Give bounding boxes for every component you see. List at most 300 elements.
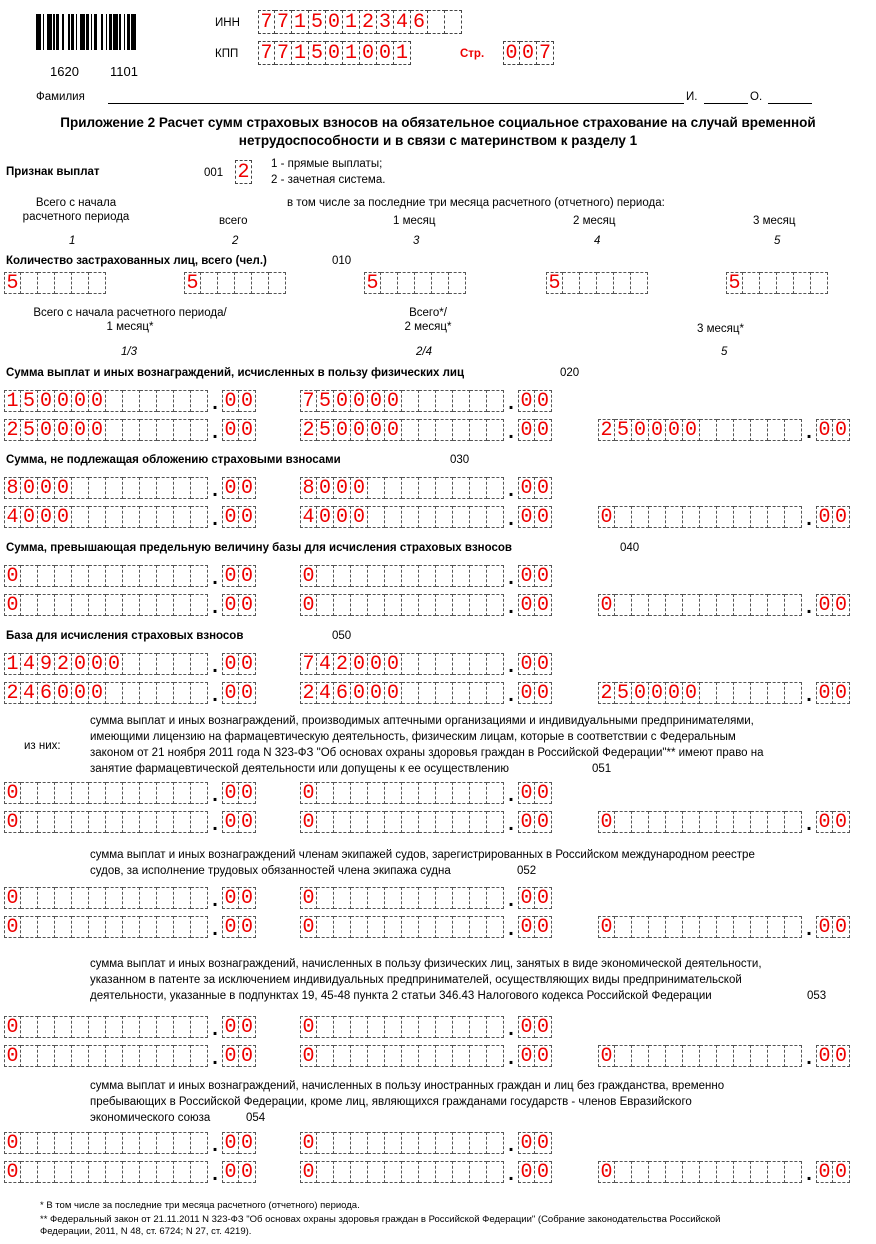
digit-cell (597, 272, 614, 294)
digit-cell (743, 272, 760, 294)
digit-cell: 0 (300, 811, 317, 833)
digit-cell (402, 390, 419, 412)
digit-cell (717, 1161, 734, 1183)
section-050-r2-c2[interactable] (300, 682, 552, 704)
digit-cell (157, 419, 174, 441)
digit-cell (768, 1161, 785, 1183)
kop-cell: 0 (816, 419, 833, 441)
page-title (0, 114, 876, 150)
kop-cell: 0 (833, 1161, 850, 1183)
section-030-r1-c2[interactable] (300, 477, 552, 499)
digit-cell (381, 272, 398, 294)
digit-cell (317, 565, 334, 587)
digit-cell (72, 477, 89, 499)
section-050-r1-c1[interactable] (4, 653, 256, 675)
insured-field-1[interactable] (4, 272, 106, 294)
digit-cell (317, 1161, 334, 1183)
sub053-r1-c2[interactable] (300, 1016, 552, 1038)
digit-cell (649, 811, 666, 833)
digit-cell (317, 594, 334, 616)
digit-cell: 0 (317, 506, 334, 528)
kop-cell: 0 (239, 1161, 256, 1183)
digit-cell (717, 682, 734, 704)
sub054-r2-c2[interactable] (300, 1161, 552, 1183)
inn-digit: 1 (292, 10, 309, 34)
digit-cell (666, 1161, 683, 1183)
kop-cell: 0 (535, 1016, 552, 1038)
initial-i-line[interactable] (704, 103, 748, 104)
kpp-digit: 1 (394, 41, 411, 65)
col-num-3: 3 (413, 235, 420, 247)
digit-cell (563, 272, 580, 294)
digit-cell: 0 (368, 390, 385, 412)
digit-cell (334, 594, 351, 616)
digit-cell (334, 1016, 351, 1038)
sub051-r1-c2[interactable] (300, 782, 552, 804)
digit-cell (666, 506, 683, 528)
digit-cell (615, 811, 632, 833)
digit-cell (453, 1016, 470, 1038)
digit-cell (768, 1045, 785, 1067)
digit-cell (191, 682, 208, 704)
kop-cell: 0 (222, 1045, 239, 1067)
sub052-r1-c1[interactable] (4, 887, 256, 909)
digit-cell (38, 565, 55, 587)
digit-cell: 5 (317, 419, 334, 441)
digit-cell (453, 1045, 470, 1067)
digit-cell (470, 565, 487, 587)
digit-cell (615, 916, 632, 938)
digit-cell (470, 887, 487, 909)
digit-cell (106, 477, 123, 499)
section-040-r2-c2[interactable] (300, 594, 552, 616)
sub052-line1: сумма выплат и иных вознаграждений членам экипажей судов, зарегистрированных в Российском международном реестре (90, 849, 755, 861)
sub051-line1: сумма выплат и иных вознаграждений, производимых аптечными организациями и индивидуальными предпринимателями, (90, 715, 754, 727)
digit-cell: 2 (4, 419, 21, 441)
kop-cell: 0 (239, 916, 256, 938)
digit-cell: 0 (368, 682, 385, 704)
kop-cell: 0 (816, 594, 833, 616)
section-label-050: База для исчисления страховых взносов (6, 630, 244, 642)
digit-cell (157, 1132, 174, 1154)
col-month-3: 3 месяц (753, 215, 796, 227)
kop-cell: 0 (239, 1016, 256, 1038)
digit-cell (402, 916, 419, 938)
digit-cell (140, 653, 157, 675)
digit-cell (487, 506, 504, 528)
section-040-r2-c1[interactable] (4, 594, 256, 616)
digit-cell: 0 (38, 506, 55, 528)
digit-cell: 0 (385, 653, 402, 675)
decimal-point: . (806, 684, 812, 706)
digit-cell (140, 506, 157, 528)
sub052-r1-c2[interactable] (300, 887, 552, 909)
digit-cell (768, 916, 785, 938)
decimal-point: . (806, 596, 812, 618)
initial-i-label: И. (686, 91, 698, 103)
digit-cell: 0 (72, 682, 89, 704)
decimal-point: . (508, 684, 514, 706)
digit-cell (140, 477, 157, 499)
inn-digit: 7 (258, 10, 275, 34)
kop-cell: 0 (535, 653, 552, 675)
insured-field-5[interactable] (726, 272, 828, 294)
kop-cell: 0 (535, 565, 552, 587)
page-digit: 7 (537, 41, 554, 65)
digit-cell: 0 (300, 916, 317, 938)
digit-cell (700, 682, 717, 704)
digit-cell (487, 887, 504, 909)
sign-label: Признак выплат (6, 166, 100, 178)
kpp-field[interactable] (258, 41, 411, 65)
kop-cell: 0 (239, 477, 256, 499)
kop-cell: 0 (833, 682, 850, 704)
digit-cell: 0 (4, 811, 21, 833)
digit-cell (751, 1045, 768, 1067)
inn-digit: 5 (309, 10, 326, 34)
section-030-r1-c1[interactable] (4, 477, 256, 499)
digit-cell (157, 887, 174, 909)
digit-cell (351, 1016, 368, 1038)
decimal-point: . (212, 567, 218, 589)
digit-cell: 0 (351, 506, 368, 528)
digit-cell (785, 811, 802, 833)
digit-cell (55, 1161, 72, 1183)
section-050-r1-c2[interactable] (300, 653, 552, 675)
digit-cell (580, 272, 597, 294)
sub054-r1-c1[interactable] (4, 1132, 256, 1154)
decimal-point: . (212, 655, 218, 677)
digit-cell (89, 1016, 106, 1038)
digit-cell (174, 565, 191, 587)
digit-cell (252, 272, 269, 294)
digit-cell (218, 272, 235, 294)
sub053-line3: деятельности, указанные в подпунктах 19, 45-48 пункта 2 статьи 346.43 Налогового кодекса Российской Федерации (90, 990, 712, 1002)
sub052-r2-c3[interactable] (598, 916, 850, 938)
digit-cell: 2 (4, 682, 21, 704)
sub051-r2-c1[interactable] (4, 811, 256, 833)
digit-cell (157, 1045, 174, 1067)
digit-cell (157, 477, 174, 499)
digit-cell (632, 1045, 649, 1067)
digit-cell (402, 1016, 419, 1038)
kop-cell: 0 (239, 682, 256, 704)
digit-cell: 2 (334, 653, 351, 675)
digit-cell (157, 682, 174, 704)
digit-cell (385, 916, 402, 938)
digit-cell (174, 506, 191, 528)
kop-cell: 0 (535, 477, 552, 499)
sub053-r1-c1[interactable] (4, 1016, 256, 1038)
digit-cell (436, 811, 453, 833)
digit-cell (432, 272, 449, 294)
digit-cell (191, 782, 208, 804)
digit-cell (768, 811, 785, 833)
section-040-r1-c1[interactable] (4, 565, 256, 587)
kop-cell: 0 (239, 506, 256, 528)
digit-cell (191, 477, 208, 499)
digit-cell (368, 594, 385, 616)
inn-field[interactable] (258, 10, 462, 34)
section-030-r2-c3[interactable] (598, 506, 850, 528)
digit-cell (334, 565, 351, 587)
digit-cell (470, 916, 487, 938)
page-number-field[interactable] (503, 41, 554, 65)
digit-cell (419, 887, 436, 909)
digit-cell (123, 1045, 140, 1067)
digit-cell (683, 811, 700, 833)
digit-cell (649, 916, 666, 938)
initial-o-line[interactable] (768, 103, 812, 104)
kop-cell: 0 (535, 1161, 552, 1183)
digit-cell: 0 (598, 811, 615, 833)
sign-option-2: 2 - зачетная система. (271, 174, 386, 186)
digit-cell (174, 782, 191, 804)
digit-cell (419, 1161, 436, 1183)
sub052-line2: судов, за исполнение трудовых обязанностей члена экипажа судна (90, 865, 451, 877)
digit-cell (402, 565, 419, 587)
kop-cell: 0 (833, 916, 850, 938)
col-month-2: 2 месяц (573, 215, 616, 227)
digit-cell (140, 782, 157, 804)
section-030-r2-c2[interactable] (300, 506, 552, 528)
col-num-2: 2 (232, 235, 239, 247)
digit-cell (191, 916, 208, 938)
digit-cell: 0 (89, 682, 106, 704)
digit-cell (191, 653, 208, 675)
sub054-r2-c1[interactable] (4, 1161, 256, 1183)
digit-cell: 0 (385, 682, 402, 704)
section-020-r2-c1[interactable] (4, 419, 256, 441)
digit-cell (470, 682, 487, 704)
digit-cell (632, 506, 649, 528)
digit-cell (317, 1045, 334, 1067)
digit-cell: 0 (351, 419, 368, 441)
digit-cell (191, 506, 208, 528)
sub053-r2-c3[interactable] (598, 1045, 850, 1067)
digit-cell: 0 (351, 477, 368, 499)
kpp-digit: 7 (258, 41, 275, 65)
digit-cell (683, 506, 700, 528)
digit-cell (140, 1132, 157, 1154)
digit-cell: 0 (598, 1161, 615, 1183)
digit-cell (436, 506, 453, 528)
digit-cell (21, 272, 38, 294)
sub054-line2: пребывающих в Российской Федерации, кроме лиц, являющихся гражданами государств - членов Евразийского (90, 1096, 692, 1108)
sub054-r2-c3[interactable] (598, 1161, 850, 1183)
section-040-r2-c3[interactable] (598, 594, 850, 616)
digit-cell: 0 (649, 682, 666, 704)
kpp-digit: 1 (292, 41, 309, 65)
decimal-point: . (806, 813, 812, 835)
decimal-point: . (508, 421, 514, 443)
digit-cell (191, 419, 208, 441)
decimal-point: . (212, 889, 218, 911)
section-050-r2-c1[interactable] (4, 682, 256, 704)
digit-cell (191, 1016, 208, 1038)
digit-cell (123, 565, 140, 587)
sub051-code: 051 (592, 763, 612, 775)
digit-cell (123, 1161, 140, 1183)
digit-cell (666, 916, 683, 938)
section-030-r2-c1[interactable] (4, 506, 256, 528)
kop-cell: 0 (535, 419, 552, 441)
section-040-r1-c2[interactable] (300, 565, 552, 587)
decimal-point: . (508, 1018, 514, 1040)
digit-cell (368, 1132, 385, 1154)
digit-cell (419, 682, 436, 704)
kop-cell: 0 (816, 916, 833, 938)
kop-cell: 0 (518, 653, 535, 675)
digit-cell (38, 594, 55, 616)
kop-cell: 0 (518, 506, 535, 528)
kop-cell: 0 (816, 1045, 833, 1067)
digit-cell (415, 272, 432, 294)
digit-cell (470, 419, 487, 441)
digit-cell (38, 811, 55, 833)
decimal-point: . (212, 784, 218, 806)
sub051-r2-c3[interactable] (598, 811, 850, 833)
digit-cell (89, 782, 106, 804)
digit-cell (38, 1016, 55, 1038)
digit-cell (317, 887, 334, 909)
digit-cell (157, 390, 174, 412)
digit-cell (419, 594, 436, 616)
digit-cell (632, 594, 649, 616)
digit-cell (89, 272, 106, 294)
col2-num-a: 1/3 (121, 346, 137, 358)
digit-cell (72, 916, 89, 938)
section-050-r2-c3[interactable] (598, 682, 850, 704)
section-020-r1-c2[interactable] (300, 390, 552, 412)
digit-cell (785, 506, 802, 528)
digit-cell (385, 811, 402, 833)
digit-cell (385, 594, 402, 616)
insured-field-4[interactable] (546, 272, 648, 294)
kop-cell: 0 (518, 565, 535, 587)
digit-cell (453, 565, 470, 587)
kop-cell: 0 (816, 506, 833, 528)
decimal-point: . (508, 813, 514, 835)
digit-cell (317, 1016, 334, 1038)
digit-cell (768, 506, 785, 528)
digit-cell (191, 1161, 208, 1183)
digit-cell (419, 506, 436, 528)
digit-cell: 0 (21, 506, 38, 528)
insured-field-3[interactable] (364, 272, 466, 294)
kop-cell: 0 (535, 916, 552, 938)
digit-cell: 0 (351, 390, 368, 412)
sub052-r2-c1[interactable] (4, 916, 256, 938)
sub052-r2-c2[interactable] (300, 916, 552, 938)
digit-cell (649, 1161, 666, 1183)
decimal-point: . (508, 508, 514, 530)
sub053-r2-c1[interactable] (4, 1045, 256, 1067)
digit-cell (453, 390, 470, 412)
digit-cell: 0 (368, 419, 385, 441)
digit-cell (191, 390, 208, 412)
digit-cell (615, 506, 632, 528)
digit-cell: 4 (21, 653, 38, 675)
digit-cell (140, 916, 157, 938)
digit-cell (470, 390, 487, 412)
digit-cell: 0 (632, 682, 649, 704)
digit-cell (89, 594, 106, 616)
kop-cell: 0 (239, 419, 256, 441)
digit-cell (734, 916, 751, 938)
insured-field-2[interactable] (184, 272, 286, 294)
digit-cell (106, 1045, 123, 1067)
digit-cell: 6 (38, 682, 55, 704)
digit-cell (649, 506, 666, 528)
inn-digit (445, 10, 462, 34)
sub051-r1-c1[interactable] (4, 782, 256, 804)
inn-label: ИНН (215, 17, 240, 29)
decimal-point: . (806, 1163, 812, 1185)
digit-cell (89, 565, 106, 587)
digit-cell (89, 1132, 106, 1154)
kop-cell: 0 (222, 887, 239, 909)
digit-cell (72, 506, 89, 528)
digit-cell (368, 506, 385, 528)
sign-value-field[interactable]: 2 (235, 160, 252, 184)
kpp-digit: 1 (343, 41, 360, 65)
sub051-r2-c2[interactable] (300, 811, 552, 833)
surname-line[interactable] (108, 103, 684, 104)
digit-cell (385, 506, 402, 528)
digit-cell (89, 506, 106, 528)
digit-cell (449, 272, 466, 294)
digit-cell (632, 916, 649, 938)
inn-digit: 0 (326, 10, 343, 34)
digit-cell (191, 1132, 208, 1154)
decimal-point: . (508, 655, 514, 677)
sub054-r1-c2[interactable] (300, 1132, 552, 1154)
digit-cell (785, 594, 802, 616)
digit-cell: 0 (334, 390, 351, 412)
section-020-r2-c3[interactable] (598, 419, 850, 441)
digit-cell (21, 1016, 38, 1038)
digit-cell (419, 782, 436, 804)
digit-cell (734, 1045, 751, 1067)
digit-cell (140, 682, 157, 704)
digit-cell (453, 506, 470, 528)
section-020-r1-c1[interactable] (4, 390, 256, 412)
digit-cell (436, 916, 453, 938)
sub054-line3: экономического союза (90, 1112, 211, 1124)
digit-cell: 1 (4, 653, 21, 675)
sub053-r2-c2[interactable] (300, 1045, 552, 1067)
digit-cell (700, 506, 717, 528)
digit-cell: 2 (55, 653, 72, 675)
digit-cell (21, 1161, 38, 1183)
kop-cell: 0 (518, 1016, 535, 1038)
digit-cell (368, 811, 385, 833)
digit-cell (436, 782, 453, 804)
col-num-5: 5 (774, 235, 781, 247)
col2-a: Всего с начала расчетного периода/ 1 месяц* (33, 307, 227, 333)
section-020-r2-c2[interactable] (300, 419, 552, 441)
digit-cell: 5 (546, 272, 563, 294)
kop-cell: 0 (518, 390, 535, 412)
digit-cell (123, 887, 140, 909)
digit-cell (453, 477, 470, 499)
digit-cell (140, 390, 157, 412)
digit-cell: 2 (598, 682, 615, 704)
initial-o-label: О. (750, 91, 763, 103)
digit-cell (487, 594, 504, 616)
decimal-point: . (212, 1047, 218, 1069)
